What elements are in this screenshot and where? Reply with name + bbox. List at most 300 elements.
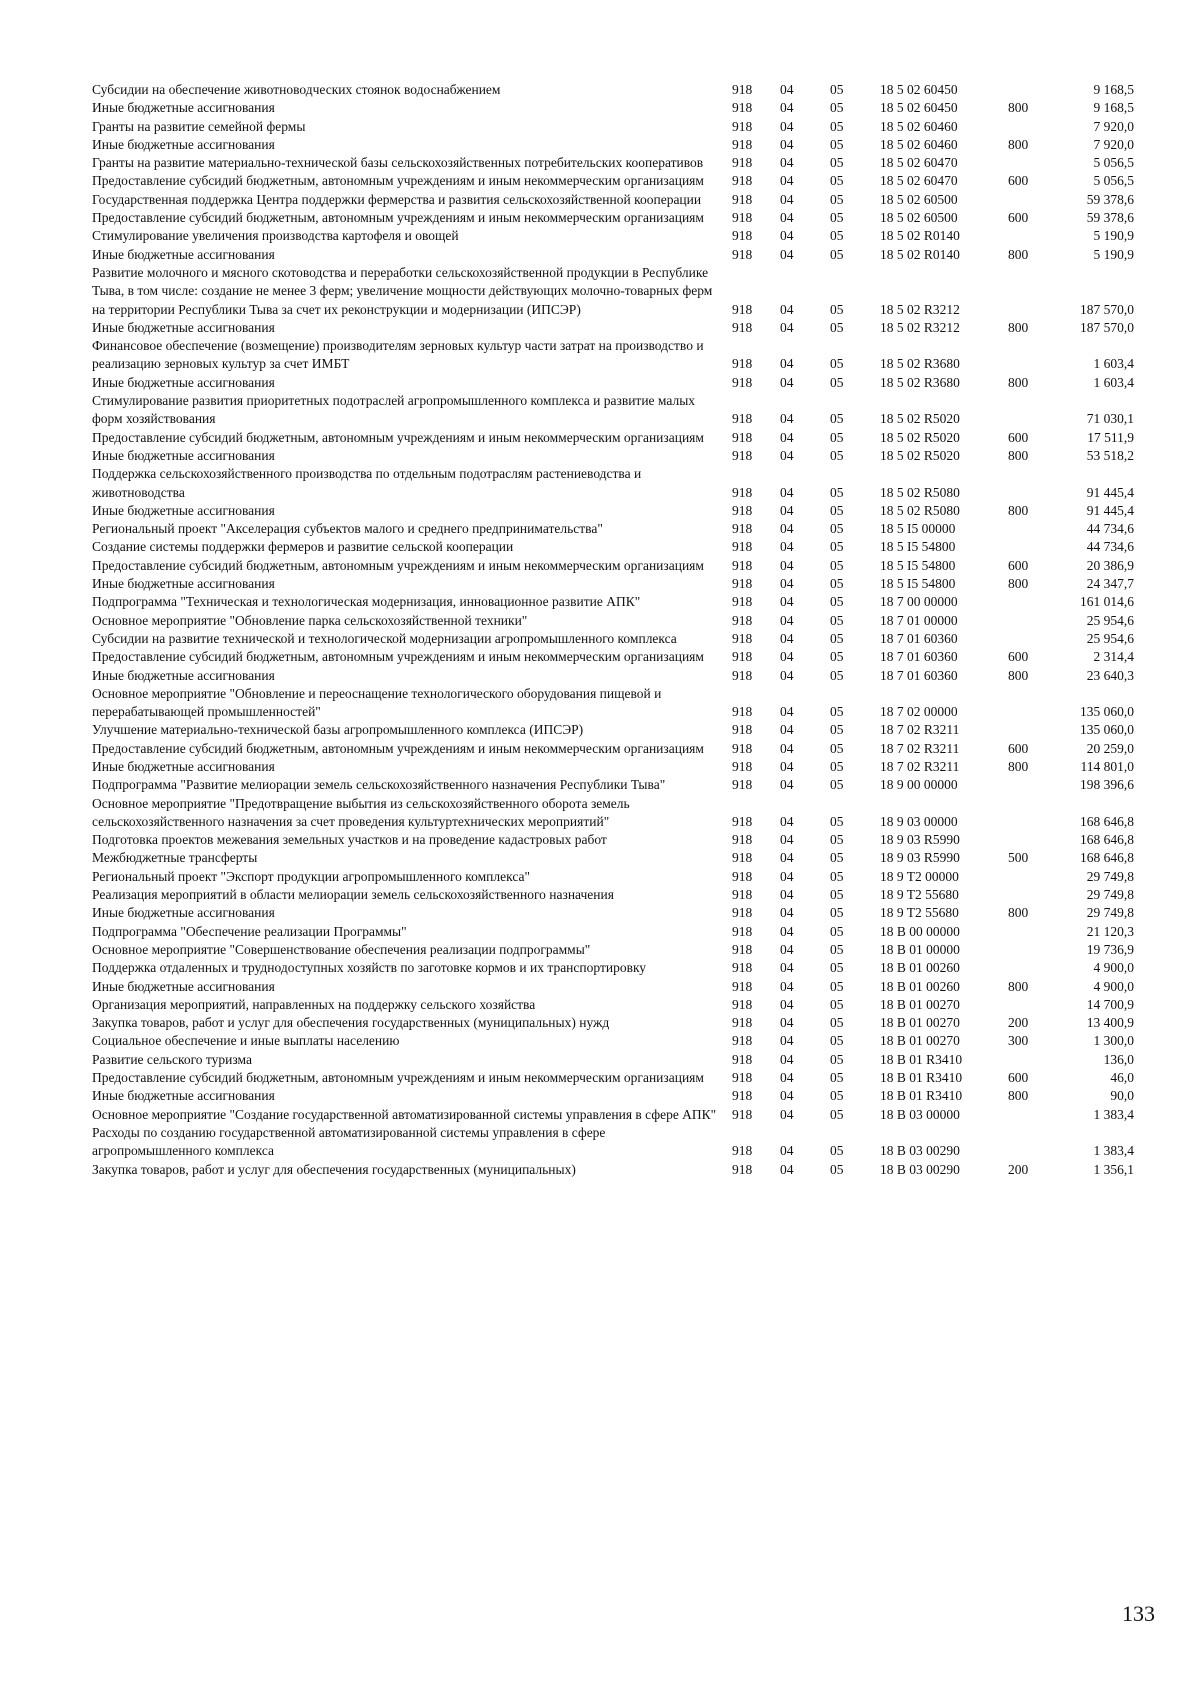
amount: 7 920,0 — [1093, 136, 1134, 152]
section-code: 04 — [780, 649, 794, 665]
amount: 4 900,0 — [1093, 960, 1134, 976]
table-row — [92, 959, 1134, 977]
section-code: 04 — [780, 1015, 794, 1031]
subsection-code: 05 — [830, 319, 844, 335]
row-name: Подготовка проектов межевания земельных участков и на проведение кадастровых работ — [92, 832, 607, 848]
expense-type-code: 600 — [1008, 429, 1029, 445]
subsection-code: 05 — [830, 356, 844, 372]
grbs-code: 918 — [732, 521, 753, 537]
subsection-code: 05 — [830, 429, 844, 445]
expense-type-code: 800 — [1008, 576, 1029, 592]
subsection-code: 05 — [830, 887, 844, 903]
row-name: Подпрограмма "Техническая и технологическая модернизация, инновационное развитие АПК" — [92, 594, 641, 610]
amount: 136,0 — [1103, 1051, 1134, 1067]
row-name: Гранты на развитие семейной фермы — [92, 118, 306, 134]
subsection-code: 05 — [830, 191, 844, 207]
expense-type-code — [1008, 721, 1058, 739]
amount: 20 259,0 — [1086, 740, 1134, 756]
subsection-code: 05 — [830, 978, 844, 994]
table-row — [92, 191, 1134, 209]
section-code: 04 — [780, 1161, 794, 1177]
expense-type-code — [1008, 612, 1058, 630]
table-row — [92, 1014, 1134, 1032]
table-row — [92, 721, 1134, 739]
expense-type-code: 800 — [1008, 374, 1029, 390]
section-code: 04 — [780, 1106, 794, 1122]
grbs-code: 918 — [732, 228, 753, 244]
row-name: Основное мероприятие "Предотвращение выбытия из сельскохозяйственного оборота земель сельскохозяйственного назначения за счет проведения культуртехнических мероприятий" — [92, 795, 630, 829]
section-code: 04 — [780, 118, 794, 134]
grbs-code: 918 — [732, 374, 753, 390]
table-row — [92, 136, 1134, 154]
subsection-code: 05 — [830, 447, 844, 463]
subsection-code: 05 — [830, 722, 844, 738]
expense-type-code — [1008, 520, 1058, 538]
row-name: Основное мероприятие "Обновление и переоснащение технологического оборудования пищевой и перерабатывающей промышленностей" — [92, 685, 662, 720]
subsection-code: 05 — [830, 155, 844, 171]
grbs-code: 918 — [732, 1106, 753, 1122]
section-code: 04 — [780, 868, 794, 884]
section-code: 04 — [780, 740, 794, 756]
grbs-code: 918 — [732, 155, 753, 171]
row-name: Улучшение материально-технической базы агропромышленного комплекса (ИПСЭР) — [92, 722, 584, 738]
target-article-code: 18 5 02 R5020 — [880, 411, 960, 427]
row-name: Предоставление субсидий бюджетным, автономным учреждениям и иным некоммерческим организациям — [92, 210, 704, 226]
table-row — [92, 941, 1134, 959]
subsection-code: 05 — [830, 136, 844, 152]
subsection-code: 05 — [830, 630, 844, 646]
table-row — [92, 648, 1134, 666]
row-name: Закупка товаров, работ и услуг для обеспечения государственных (муниципальных) — [92, 1161, 576, 1177]
grbs-code: 918 — [732, 356, 753, 372]
target-article-code: 18 5 02 60460 — [880, 136, 958, 152]
table-row — [92, 1051, 1134, 1069]
amount: 1 603,4 — [1093, 374, 1134, 390]
table-row — [92, 118, 1134, 136]
section-code: 04 — [780, 667, 794, 683]
subsection-code: 05 — [830, 301, 844, 317]
grbs-code: 918 — [732, 905, 753, 921]
row-name: Поддержка отдаленных и труднодоступных хозяйств по заготовке кормов и их транспортировку — [92, 960, 647, 976]
grbs-code: 918 — [732, 484, 753, 500]
grbs-code: 918 — [732, 246, 753, 262]
row-name: Социальное обеспечение и иные выплаты населению — [92, 1033, 400, 1049]
amount: 187 570,0 — [1080, 301, 1134, 317]
subsection-code: 05 — [830, 1051, 844, 1067]
section-code: 04 — [780, 173, 794, 189]
section-code: 04 — [780, 374, 794, 390]
grbs-code: 918 — [732, 1161, 753, 1177]
target-article-code: 18 7 01 00000 — [880, 612, 958, 628]
subsection-code: 05 — [830, 521, 844, 537]
target-article-code: 18 5 02 R3680 — [880, 374, 960, 390]
grbs-code: 918 — [732, 630, 753, 646]
subsection-code: 05 — [830, 868, 844, 884]
expense-type-code: 300 — [1008, 1033, 1029, 1049]
subsection-code: 05 — [830, 1015, 844, 1031]
target-article-code: 18 B 01 R3410 — [880, 1070, 963, 1086]
table-row — [92, 264, 1134, 319]
grbs-code: 918 — [732, 740, 753, 756]
row-name: Государственная поддержка Центра поддержки фермерства и развития сельскохозяйственной кооперации — [92, 191, 702, 207]
expense-type-code: 600 — [1008, 210, 1029, 226]
amount: 5 190,9 — [1093, 246, 1134, 262]
target-article-code: 18 5 02 R5080 — [880, 484, 960, 500]
amount: 25 954,6 — [1086, 630, 1134, 646]
expense-type-code: 600 — [1008, 173, 1029, 189]
grbs-code: 918 — [732, 1088, 753, 1104]
subsection-code: 05 — [830, 649, 844, 665]
table-row — [92, 758, 1134, 776]
row-name: Субсидии на развитие технической и технологической модернизации агропромышленного комплекса — [92, 630, 677, 646]
target-article-code: 18 5 I5 54800 — [880, 539, 956, 555]
row-name: Иные бюджетные ассигнования — [92, 374, 275, 390]
amount: 91 445,4 — [1086, 502, 1134, 518]
table-row — [92, 923, 1134, 941]
table-row — [92, 319, 1134, 337]
subsection-code: 05 — [830, 118, 844, 134]
target-article-code: 18 5 02 R3680 — [880, 356, 960, 372]
subsection-code: 05 — [830, 1070, 844, 1086]
table-row — [92, 465, 1134, 502]
row-name: Региональный проект "Экспорт продукции агропромышленного комплекса" — [92, 868, 531, 884]
grbs-code: 918 — [732, 667, 753, 683]
amount: 2 314,4 — [1093, 649, 1134, 665]
grbs-code: 918 — [732, 539, 753, 555]
target-article-code: 18 B 01 00260 — [880, 978, 960, 994]
grbs-code: 918 — [732, 1015, 753, 1031]
grbs-code: 918 — [732, 136, 753, 152]
row-name: Подпрограмма "Обеспечение реализации Программы" — [92, 923, 407, 939]
target-article-code: 18 5 02 R5020 — [880, 429, 960, 445]
table-row — [92, 154, 1134, 172]
subsection-code: 05 — [830, 813, 844, 829]
target-article-code: 18 B 01 R3410 — [880, 1051, 963, 1067]
amount: 21 120,3 — [1086, 923, 1134, 939]
table-row — [92, 337, 1134, 374]
target-article-code: 18 5 02 60450 — [880, 82, 958, 97]
target-article-code: 18 5 02 R3212 — [880, 319, 960, 335]
table-row — [92, 575, 1134, 593]
grbs-code: 918 — [732, 960, 753, 976]
grbs-code: 918 — [732, 502, 753, 518]
expense-type-code: 800 — [1008, 978, 1029, 994]
expense-type-code — [1008, 685, 1058, 722]
row-name: Финансовое обеспечение (возмещение) производителям зерновых культур части затрат на производство и реализацию зерновых культур за счет ИМБТ — [92, 338, 704, 372]
target-article-code: 18 7 00 00000 — [880, 594, 958, 610]
amount: 59 378,6 — [1086, 210, 1134, 226]
expense-type-code: 800 — [1008, 758, 1029, 774]
table-row — [92, 630, 1134, 648]
grbs-code: 918 — [732, 923, 753, 939]
section-code: 04 — [780, 301, 794, 317]
target-article-code: 18 7 02 R3211 — [880, 758, 960, 774]
expense-type-code — [1008, 831, 1058, 849]
subsection-code: 05 — [830, 704, 844, 720]
expense-type-code — [1008, 1124, 1058, 1161]
target-article-code: 18 B 01 R3410 — [880, 1088, 963, 1104]
grbs-code: 918 — [732, 100, 753, 116]
target-article-code: 18 5 02 R0140 — [880, 228, 960, 244]
target-article-code: 18 7 01 60360 — [880, 667, 958, 683]
amount: 1 383,4 — [1093, 1106, 1134, 1122]
target-article-code: 18 7 02 R3211 — [880, 740, 960, 756]
table-row — [92, 740, 1134, 758]
subsection-code: 05 — [830, 850, 844, 866]
section-code: 04 — [780, 960, 794, 976]
table-row — [92, 209, 1134, 227]
table-row — [92, 246, 1134, 264]
grbs-code: 918 — [732, 447, 753, 463]
amount: 9 168,5 — [1093, 82, 1134, 97]
section-code: 04 — [780, 612, 794, 628]
row-name: Предоставление субсидий бюджетным, автономным учреждениям и иным некоммерческим организациям — [92, 649, 704, 665]
row-name: Гранты на развитие материально-технической базы сельскохозяйственных потребительских кооперативов — [92, 155, 704, 171]
grbs-code: 918 — [732, 832, 753, 848]
expense-type-code: 800 — [1008, 319, 1029, 335]
amount: 161 014,6 — [1080, 594, 1134, 610]
section-code: 04 — [780, 758, 794, 774]
expense-type-code — [1008, 118, 1058, 136]
expense-type-code — [1008, 959, 1058, 977]
row-name: Поддержка сельскохозяйственного производства по отдельным подотраслям растениеводства и животноводства — [92, 466, 642, 500]
target-article-code: 18 B 00 00000 — [880, 923, 960, 939]
section-code: 04 — [780, 850, 794, 866]
expense-type-code: 800 — [1008, 502, 1029, 518]
grbs-code: 918 — [732, 557, 753, 573]
expense-type-code — [1008, 81, 1058, 99]
expense-type-code — [1008, 795, 1058, 832]
amount: 5 056,5 — [1093, 155, 1134, 171]
table-row — [92, 1032, 1134, 1050]
section-code: 04 — [780, 722, 794, 738]
expense-type-code — [1008, 868, 1058, 886]
grbs-code: 918 — [732, 594, 753, 610]
row-name: Иные бюджетные ассигнования — [92, 978, 275, 994]
subsection-code: 05 — [830, 667, 844, 683]
expense-type-code — [1008, 941, 1058, 959]
amount: 13 400,9 — [1086, 1015, 1134, 1031]
table-row — [92, 99, 1134, 117]
subsection-code: 05 — [830, 374, 844, 390]
target-article-code: 18 B 03 00290 — [880, 1143, 960, 1159]
target-article-code: 18 5 02 60500 — [880, 210, 958, 226]
table-row — [92, 227, 1134, 245]
subsection-code: 05 — [830, 484, 844, 500]
amount: 71 030,1 — [1086, 411, 1134, 427]
section-code: 04 — [780, 905, 794, 921]
row-name: Иные бюджетные ассигнования — [92, 502, 275, 518]
amount: 135 060,0 — [1080, 704, 1134, 720]
expense-type-code — [1008, 630, 1058, 648]
section-code: 04 — [780, 1088, 794, 1104]
subsection-code: 05 — [830, 173, 844, 189]
table-row — [92, 1087, 1134, 1105]
target-article-code: 18 B 03 00290 — [880, 1161, 960, 1177]
row-name: Стимулирование увеличения производства картофеля и овощей — [92, 228, 459, 244]
target-article-code: 18 5 02 60450 — [880, 100, 958, 116]
section-code: 04 — [780, 813, 794, 829]
subsection-code: 05 — [830, 557, 844, 573]
row-name: Иные бюджетные ассигнования — [92, 136, 275, 152]
amount: 135 060,0 — [1080, 722, 1134, 738]
amount: 4 900,0 — [1093, 978, 1134, 994]
expense-type-code — [1008, 191, 1058, 209]
table-row — [92, 831, 1134, 849]
expense-type-code: 800 — [1008, 136, 1029, 152]
subsection-code: 05 — [830, 539, 844, 555]
row-name: Иные бюджетные ассигнования — [92, 319, 275, 335]
section-code: 04 — [780, 502, 794, 518]
amount: 90,0 — [1110, 1088, 1134, 1104]
subsection-code: 05 — [830, 758, 844, 774]
row-name: Основное мероприятие "Совершенствование обеспечения реализации подпрограммы" — [92, 941, 591, 957]
section-code: 04 — [780, 594, 794, 610]
row-name: Развитие молочного и мясного скотоводства и переработки сельскохозяйственной продукции в Республике Тыва, в том числе: создание не менее 3 ферм; увеличение мощности действующих молочно-товарных ферм на территории Республики Тыва за счет их реконструкции и модернизации (ИПСЭР) — [92, 264, 713, 317]
subsection-code: 05 — [830, 1143, 844, 1159]
expense-type-code — [1008, 154, 1058, 172]
grbs-code: 918 — [732, 301, 753, 317]
grbs-code: 918 — [732, 868, 753, 884]
grbs-code: 918 — [732, 941, 753, 957]
table-row — [92, 1069, 1134, 1087]
target-article-code: 18 B 01 00000 — [880, 941, 960, 957]
row-name: Иные бюджетные ассигнования — [92, 905, 275, 921]
row-name: Иные бюджетные ассигнования — [92, 1088, 275, 1104]
subsection-code: 05 — [830, 996, 844, 1012]
amount: 46,0 — [1110, 1070, 1134, 1086]
table-row — [92, 1161, 1134, 1179]
table-row — [92, 1106, 1134, 1124]
table-row — [92, 538, 1134, 556]
row-name: Межбюджетные трансферты — [92, 850, 258, 866]
target-article-code: 18 5 I5 54800 — [880, 557, 956, 573]
expense-type-code — [1008, 923, 1058, 941]
table-row — [92, 904, 1134, 922]
subsection-code: 05 — [830, 411, 844, 427]
table-row — [92, 374, 1134, 392]
expense-type-code — [1008, 392, 1058, 429]
grbs-code: 918 — [732, 429, 753, 445]
table-row — [92, 886, 1134, 904]
expense-type-code — [1008, 264, 1058, 319]
target-article-code: 18 B 03 00000 — [880, 1106, 960, 1122]
expense-type-code: 800 — [1008, 447, 1029, 463]
grbs-code: 918 — [732, 887, 753, 903]
section-code: 04 — [780, 136, 794, 152]
row-name: Расходы по созданию государственной автоматизированной системы управления в сфере агропромышленного комплекса — [92, 1124, 606, 1159]
target-article-code: 18 9 T2 55680 — [880, 887, 959, 903]
expense-type-code: 200 — [1008, 1161, 1029, 1177]
section-code: 04 — [780, 539, 794, 555]
subsection-code: 05 — [830, 905, 844, 921]
table-row — [92, 429, 1134, 447]
expense-type-code: 800 — [1008, 1088, 1029, 1104]
section-code: 04 — [780, 484, 794, 500]
amount: 114 801,0 — [1080, 758, 1134, 774]
grbs-code: 918 — [732, 978, 753, 994]
row-name: Основное мероприятие "Обновление парка сельскохозяйственной техники" — [92, 612, 528, 628]
subsection-code: 05 — [830, 594, 844, 610]
row-name: Основное мероприятие "Создание государственной автоматизированной системы управления в сфере АПК" — [92, 1106, 717, 1122]
grbs-code: 918 — [732, 649, 753, 665]
subsection-code: 05 — [830, 923, 844, 939]
expense-type-code — [1008, 996, 1058, 1014]
target-article-code: 18 5 02 R5020 — [880, 447, 960, 463]
target-article-code: 18 7 02 R3211 — [880, 722, 960, 738]
grbs-code: 918 — [732, 758, 753, 774]
subsection-code: 05 — [830, 228, 844, 244]
table-row — [92, 667, 1134, 685]
amount: 198 396,6 — [1080, 777, 1134, 793]
row-name: Иные бюджетные ассигнования — [92, 246, 275, 262]
target-article-code: 18 5 02 60470 — [880, 155, 958, 171]
grbs-code: 918 — [732, 1051, 753, 1067]
table-row — [92, 996, 1134, 1014]
section-code: 04 — [780, 1051, 794, 1067]
amount: 9 168,5 — [1093, 100, 1134, 116]
grbs-code: 918 — [732, 576, 753, 592]
grbs-code: 918 — [732, 210, 753, 226]
target-article-code: 18 5 02 R0140 — [880, 246, 960, 262]
section-code: 04 — [780, 832, 794, 848]
section-code: 04 — [780, 996, 794, 1012]
table-row — [92, 81, 1134, 99]
table-row — [92, 593, 1134, 611]
grbs-code: 918 — [732, 850, 753, 866]
expense-type-code: 600 — [1008, 557, 1029, 573]
row-name: Реализация мероприятий в области мелиорации земель сельскохозяйственного назначения — [92, 887, 614, 903]
amount: 1 383,4 — [1093, 1143, 1134, 1159]
section-code: 04 — [780, 557, 794, 573]
target-article-code: 18 9 T2 55680 — [880, 905, 959, 921]
amount: 168 646,8 — [1080, 850, 1134, 866]
section-code: 04 — [780, 777, 794, 793]
subsection-code: 05 — [830, 1161, 844, 1177]
table-row — [92, 978, 1134, 996]
section-code: 04 — [780, 941, 794, 957]
budget-table — [92, 81, 1134, 1179]
grbs-code: 918 — [732, 722, 753, 738]
amount: 29 749,8 — [1086, 868, 1134, 884]
amount: 1 356,1 — [1093, 1161, 1134, 1177]
subsection-code: 05 — [830, 1033, 844, 1049]
target-article-code: 18 5 02 R3212 — [880, 301, 960, 317]
table-row — [92, 868, 1134, 886]
section-code: 04 — [780, 1143, 794, 1159]
section-code: 04 — [780, 429, 794, 445]
target-article-code: 18 9 03 00000 — [880, 813, 958, 829]
expense-type-code: 800 — [1008, 246, 1029, 262]
table-row — [92, 795, 1134, 832]
expense-type-code — [1008, 337, 1058, 374]
section-code: 04 — [780, 923, 794, 939]
row-name: Подпрограмма "Развитие мелиорации земель сельскохозяйственного назначения Республики Тыва" — [92, 777, 666, 793]
subsection-code: 05 — [830, 576, 844, 592]
table-row — [92, 447, 1134, 465]
expense-type-code: 800 — [1008, 667, 1029, 683]
row-name: Субсидии на обеспечение животноводческих стоянок водоснабжением — [92, 82, 501, 97]
amount: 1 603,4 — [1093, 356, 1134, 372]
grbs-code: 918 — [732, 777, 753, 793]
amount: 14 700,9 — [1086, 996, 1134, 1012]
table-row — [92, 849, 1134, 867]
row-name: Создание системы поддержки фермеров и развитие сельской кооперации — [92, 539, 514, 555]
row-name: Закупка товаров, работ и услуг для обеспечения государственных (муниципальных) нужд — [92, 1015, 610, 1031]
amount: 187 570,0 — [1080, 319, 1134, 335]
budget-table-body — [92, 81, 1134, 1179]
expense-type-code — [1008, 465, 1058, 502]
